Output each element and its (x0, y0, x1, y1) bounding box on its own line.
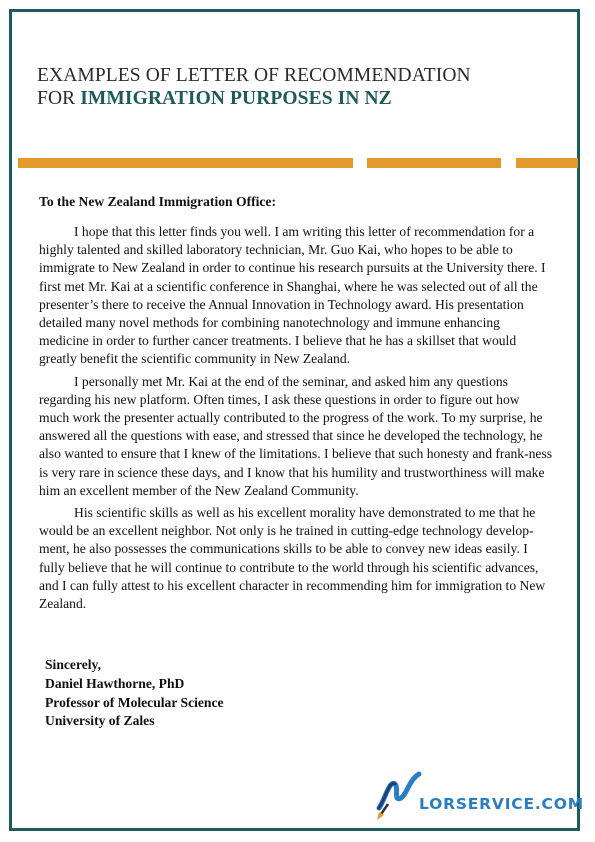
signature-name: Daniel Hawthorne, PhD (45, 675, 185, 691)
title-line-2-bold: IMMIGRATION PURPOSES IN NZ (80, 88, 392, 109)
letter-paragraph: I personally met Mr. Kai at the end of the seminar, and asked him any questions regarding his new platform. Often times, I ask these questions in order to figure out how much work the presenter actually contributed to the progress of the work. To my surprise, he answered all the questions with ease, and stressed that since he developed the technology, he also wanted to ensure that I knew of the limitations. I believe that such honesty and frank-ness is very rare in science these days, and I know that his humility and trustworthiness will make him an excellent member of the New Zealand Community. (39, 373, 553, 498)
letter-paragraph: His scientific skills as well as his excellent morality have demonstrated to me that he would be an excellent neighbor. Not only is he trained in cutting-edge technology develop-ment, he also possesses the communications skills to be able to convey new ideas easily. I fully believe that he will continue to contribute to the world through his scientific advances, and I can fully attest to his excellent character in recommending him for immigration to New Zealand. (39, 505, 546, 612)
lorservice-logo[interactable] (375, 770, 584, 822)
title-line-2-prefix: FOR (37, 88, 81, 109)
signature-closing: Sincerely, (45, 657, 102, 672)
letter-paragraph: I hope that this letter finds you well. I am writing this letter of recommendation for a highly talented and skilled laboratory technician, Mr. Guo Kai, who hopes to be able to immigrate to New Zealand in order to continue his research pursuits at the University there. I first met Mr. Kai at a scientific conference in Shanghai, where he was selected out of all the presenter’s there to receive the Annual Innovation in Technology award. His presentation detailed many novel methods for combining nanotechnology and immune enhancing medicine in order to further cancer treatments. I believe that he has a skillset that would greatly benefit the scientific community in New Zealand. (39, 224, 546, 367)
signature-institution: University of Zales (45, 713, 155, 729)
letter-salutation: To the New Zealand Immigration Office: (39, 194, 276, 209)
signature-block (45, 656, 224, 731)
page-title (37, 64, 557, 110)
divider-bar-left (18, 158, 353, 168)
letter-body (39, 223, 553, 617)
title-line-1: EXAMPLES OF LETTER OF RECOMMENDATION (37, 65, 471, 86)
divider-bar-right (516, 158, 578, 168)
logo-text: LORSERVICE.COM (419, 795, 584, 813)
title-line-2 (37, 87, 557, 110)
pen-wave-icon (375, 770, 423, 822)
divider-bar-middle (367, 158, 501, 168)
signature-position: Professor of Molecular Science (45, 694, 224, 710)
